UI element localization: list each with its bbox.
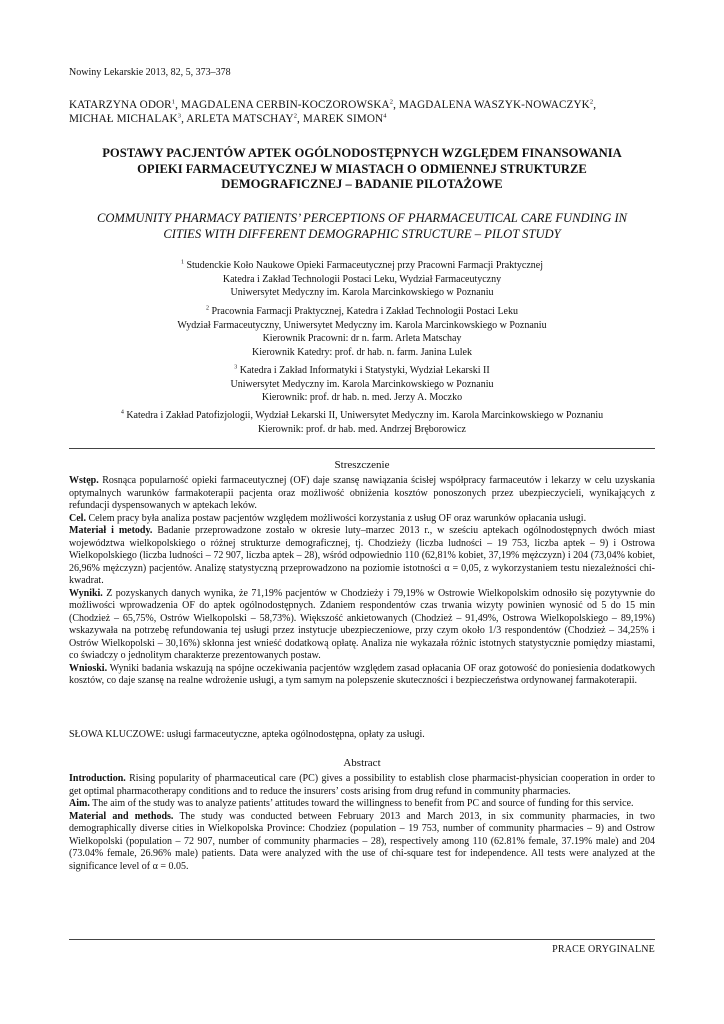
abstract-paragraph [69, 663, 655, 688]
paragraph-label: Wstęp. [69, 475, 99, 486]
paragraph-text: Rosnąca popularność opieki farmaceutycznej (OF) daje szansę nawiązania ścisłej współpracy farmaceutów i lekarzy w celu uzyskania optymalnych warunków farmakoterapii pacjenta oraz możliwość obniżenia kosztów ponoszonych przez ubezpieczycieli, wynikających z refundacji dyspensowanych w aptekach leków. [69, 475, 655, 511]
affiliation-line: Uniwersytet Medyczny im. Karola Marcinkowskiego w Poznaniu [230, 287, 494, 298]
affiliation-mark: 1 [180, 259, 184, 266]
paragraph-label: Wnioski. [69, 662, 108, 674]
section-divider [69, 448, 655, 449]
streszczenie-heading: Streszczenie [334, 459, 390, 471]
author-name: ARLETA MATSCHAY [186, 113, 294, 125]
paragraph-label: Aim. [69, 798, 90, 809]
author-separator: , [175, 99, 181, 111]
affiliation-line: Kierownik Pracowni: dr n. farm. Arleta Matschay [262, 333, 462, 344]
author-affiliation-mark: 4 [383, 112, 387, 120]
author-name: MAREK SIMON [302, 113, 384, 125]
affiliation-mark: 2 [205, 305, 209, 312]
affiliation-line: Kierownik Katedry: prof. dr hab. n. farm. Janina Lulek [252, 346, 472, 358]
author-separator: , [181, 113, 187, 125]
title-polish-line: OPIEKI FARMACEUTYCZNEJ W MIASTACH O ODMIENNEJ STRUKTURZE [137, 161, 587, 176]
paragraph-text: Celem pracy była analiza postaw pacjentów względem możliwości korzystania z usług OF oraz warunków opłacania usługi. [85, 512, 587, 524]
abstract-paragraph [69, 475, 655, 513]
abstract-paragraph [69, 798, 655, 811]
streszczenie-body [69, 475, 655, 688]
keywords-line: SŁOWA KLUCZOWE: usługi farmaceutyczne, apteka ogólnodostępna, opłaty za usługi. [69, 729, 425, 740]
affiliation-line: Kierownik: prof. dr hab. med. Andrzej Bręborowicz [258, 423, 466, 435]
author-line-2 [69, 112, 655, 126]
affiliation-line: Katedra i Zakład Technologii Postaci Leku, Wydział Farmaceutyczny [222, 273, 502, 285]
author-line-1 [69, 98, 655, 112]
author-name: KATARZYNA ODOR [69, 99, 172, 111]
title-english-line: COMMUNITY PHARMACY PATIENTS’ PERCEPTIONS OF PHARMACEUTICAL CARE FUNDING IN [96, 211, 628, 225]
affiliation-4 [69, 409, 655, 436]
author-separator: , [297, 113, 303, 125]
title-polish [69, 146, 655, 193]
footer-divider [69, 939, 655, 940]
paragraph-text: The study was conducted between February 2013 and March 2013, in six community pharmacies, in two demographically diverse cities in Wielkopolska Province: Chodziez (population – 19 753, number of community pharmacies – 9) and Ostrow Wielkopolski (population – 72 907, number of community pharmacies – 28), respectively among 110 (62.81% female, 37.19% male) and 204 (73.04% female, 26.96% male) patients. Data were analyzed with the use of chi-square test for independence. All tests were analyzed at the significance level of α = 0.05. [69, 810, 655, 872]
paragraph-label: Materiał i metody. [69, 525, 153, 536]
author-separator: , [593, 99, 597, 111]
paragraph-label: Cel. [69, 512, 86, 524]
author-affiliation-mark: 2 [589, 98, 594, 106]
title-english [69, 211, 655, 242]
affiliation-2 [69, 305, 655, 359]
paragraph-text: Wyniki badania wskazują na spójne oczekiwania pacjentów względem zasad opłacania OF oraz gotowość do poniesienia dodatkowych kosztów, co daje szansę na realne wdrożenie usługi, a tym samym na polepszenie skuteczności i bezpieczeństwa ordynowanej farmakoterapii. [69, 662, 655, 686]
affiliation-3 [69, 364, 655, 405]
paragraph-text: Badanie przeprowadzone zostało w okresie luty–marzec 2013 r., w sześciu aptekach ogólnodostępnych dwóch miast województwa wielkopolskiego o różnej strukturze demograficznej, tj. Chodzieży (liczba ludności – 19 753, liczba aptek – 9) i Ostrowa Wielkopolskiego (liczba ludności – 72 907, liczba aptek – 28), wśród odpowiednio 110 (62,81% kobiet, 37,19% mężczyzn) i 204 (73,04% kobiet, 26,96% mężczyzn) pacjentów. Analizę statystyczną przeprowadzono na poziomie istotności α = 0,05, z wykorzystaniem testu niezależności chi-kwadrat. [69, 525, 655, 586]
abstract-body [69, 773, 655, 873]
title-polish-line: DEMOGRAFICZNEJ – BADANIE PILOTAŻOWE [221, 177, 503, 191]
author-affiliation-mark: 2 [293, 112, 298, 120]
affiliation-line: Pracownia Farmacji Praktycznej, Katedra i Zakład Technologii Postaci Leku [211, 306, 518, 317]
abstract-heading: Abstract [343, 757, 381, 769]
paragraph-text: The aim of the study was to analyze patients’ attitudes toward the willingness to benefit from PC and source of funding for this service. [89, 798, 634, 809]
abstract-paragraph [69, 525, 655, 588]
abstract-paragraph [69, 513, 655, 526]
abstract-paragraph [69, 588, 655, 663]
affiliation-mark: 4 [120, 409, 124, 416]
affiliation-mark: 3 [234, 364, 238, 371]
paragraph-label: Wyniki. [69, 587, 103, 599]
author-affiliation-mark: 2 [389, 98, 394, 106]
author-name: MICHAŁ MICHALAK [69, 113, 178, 125]
paragraph-text: Z pozyskanych danych wynika, że 71,19% pacjentów w Chodzieży i 79,19% w Ostrowie Wielkopolskim odnosiło się pozytywnie do możliwości wprowadzenia OF do aptek ogólnodostępnych. Zdaniem respondentów czas trwania wizyty powinien wynosić od 5 do 15 min (Chodzież – 65,75%, Ostrów Wielkopolski – 58,73%). Większość ankietowanych (Chodzież – 91,49%, Ostrowa Wielkopolskiego – 89,19%) wskazywała na potrzebę refundowania tej usługi przez instytucje ubezpieczeniowe, przy czym około 1/3 respondentów (Chodzież – 34,25% i Ostrów Wielkopolski – 30,16%) skłonna jest wnieść dodatkową opłatę. Analiza nie wykazała różnic istotnych statystycznie pomiędzy miastami, co świadczy o jednolitym charakterze prezentowanych postaw. [69, 587, 655, 661]
author-name: MAGDALENA WASZYK-NOWACZYK [398, 99, 590, 111]
paragraph-label: Material and methods. [69, 810, 174, 822]
affiliation-line: Uniwersytet Medyczny im. Karola Marcinkowskiego w Poznaniu [230, 378, 494, 390]
affiliation-1 [69, 259, 655, 300]
author-separator: , [393, 99, 399, 111]
author-list [69, 98, 655, 126]
title-english-line: CITIES WITH DIFFERENT DEMOGRAPHIC STRUCTURE – PILOT STUDY [163, 226, 561, 241]
affiliation-line: Katedra i Zakład Informatyki i Statystyki, Wydział Lekarski II [239, 365, 490, 376]
paragraph-text: Rising popularity of pharmaceutical care (PC) gives a possibility to establish close pharmacist-physician cooperation in order to get optimal pharmacotherapy conditions and to reduce the insurers’ costs arising from drug refund in community pharmacies. [69, 773, 655, 797]
section-type-label: PRACE ORYGINALNE [552, 944, 655, 955]
affiliation-line: Katedra i Zakład Patofizjologii, Wydział Lekarski II, Uniwersytet Medyczny im. Karola Marcinkowskiego w Poznaniu [126, 410, 604, 421]
affiliation-line: Studenckie Koło Naukowe Opieki Farmaceutycznej przy Pracowni Farmacji Praktycznej [186, 260, 544, 271]
paragraph-label: Introduction. [69, 773, 126, 784]
author-affiliation-mark: 3 [177, 112, 182, 120]
author-affiliation-mark: 1 [171, 98, 176, 106]
abstract-paragraph [69, 811, 655, 874]
affiliation-line: Wydział Farmaceutyczny, Uniwersytet Medyczny im. Karola Marcinkowskiego w Poznaniu [177, 319, 547, 331]
journal-citation: Nowiny Lekarskie 2013, 82, 5, 373–378 [69, 67, 231, 78]
author-name: MAGDALENA CERBIN-KOCZOROWSKA [180, 99, 390, 111]
affiliation-line: Kierownik: prof. dr hab. n. med. Jerzy A. Moczko [261, 392, 463, 403]
abstract-paragraph [69, 773, 655, 798]
title-polish-line: POSTAWY PACJENTÓW APTEK OGÓLNODOSTĘPNYCH WZGLĘDEM FINANSOWANIA [102, 146, 622, 160]
